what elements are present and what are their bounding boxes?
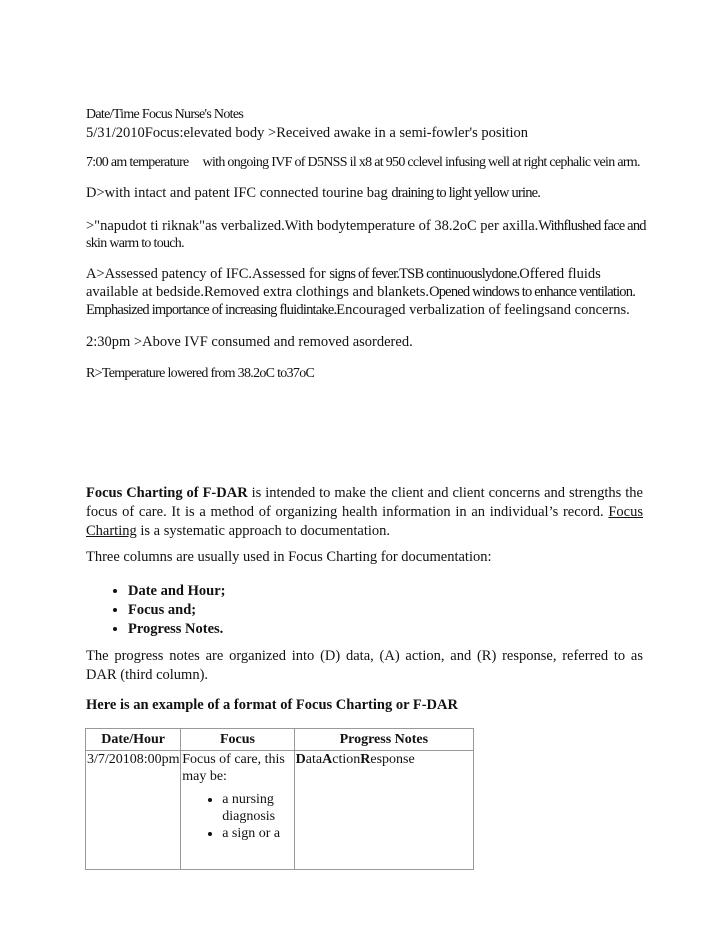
notes-line-3: D>with intact and patent IFC connected tourine bag draining to light yellow urine. — [86, 185, 541, 201]
notes-line-6: A>Assessed patency of IFC.Assessed for signs of fever.TSB continuouslydone.Offered fluids — [86, 266, 601, 282]
column-list — [100, 582, 225, 639]
table-header-row — [86, 729, 474, 751]
notes-line-5: skin warm to touch. — [86, 236, 184, 251]
list-item: • Focus and; — [128, 601, 225, 620]
list-item: • a nursing diagnosis — [222, 791, 292, 825]
notes-header: Date/Time Focus Nurse's Notes — [86, 107, 244, 122]
fdar-example-table — [85, 728, 474, 870]
notes-line-9: 2:30pm >Above IVF consumed and removed asordered. — [86, 334, 413, 350]
header-date-hour: Date/Hour — [86, 729, 181, 751]
notes-line-8: Emphasized importance of increasing fluidintake.Encouraged verbalization of feelingsand concerns. — [86, 302, 630, 318]
header-focus: Focus — [181, 729, 294, 751]
table-row — [86, 751, 474, 870]
notes-line-10: R>Temperature lowered from 38.2oC to37oC — [86, 366, 315, 381]
notes-line-2: 7:00 am temperature with ongoing IVF of D5NSS il x8 at 950 cclevel infusing well at right cephalic vein arm. — [86, 155, 640, 170]
list-item: • Date and Hour; — [128, 582, 225, 601]
header-progress-notes: Progress Notes — [294, 729, 473, 751]
dar-paragraph: The progress notes are organized into (D) data, (A) action, and (R) response, referred to as DAR (third column). — [86, 648, 643, 683]
focus-charting-link[interactable]: Focus Charting — [86, 504, 643, 539]
notes-line-1: 5/31/2010Focus:elevated body >Received awake in a semi-fowler's position — [86, 125, 529, 141]
list-item: • a sign or a — [222, 825, 292, 842]
notes-line-4: >"napudot ti riknak"as verbalized.With bodytemperature of 38.2oC per axilla.Withflushed face and — [86, 218, 646, 234]
intro-bold-lead: Focus Charting of F-DAR — [86, 485, 248, 501]
cell-focus: Focus of care, this may be: • a nursing diagnosis • a sign or a — [181, 751, 294, 870]
cell-date-hour: 3/7/20108:00pm — [86, 751, 181, 870]
intro-paragraph: Focus Charting of F-DAR is intended to make the client and client concerns and strengths the focus of care. It is a method of organizing health information in an individual’s record. Focus Charting is a systematic approach to documentation. — [86, 485, 643, 539]
example-heading: Here is an example of a format of Focus Charting or F-DAR — [86, 697, 458, 713]
columns-intro: Three columns are usually used in Focus Charting for documentation: — [86, 549, 492, 565]
focus-items — [182, 791, 292, 842]
cell-progress-notes: DataActionResponse — [294, 751, 473, 870]
notes-line-7: available at bedside.Removed extra clothings and blankets.Opened windows to enhance ventilation. — [86, 284, 636, 300]
list-item: • Progress Notes. — [128, 620, 225, 639]
